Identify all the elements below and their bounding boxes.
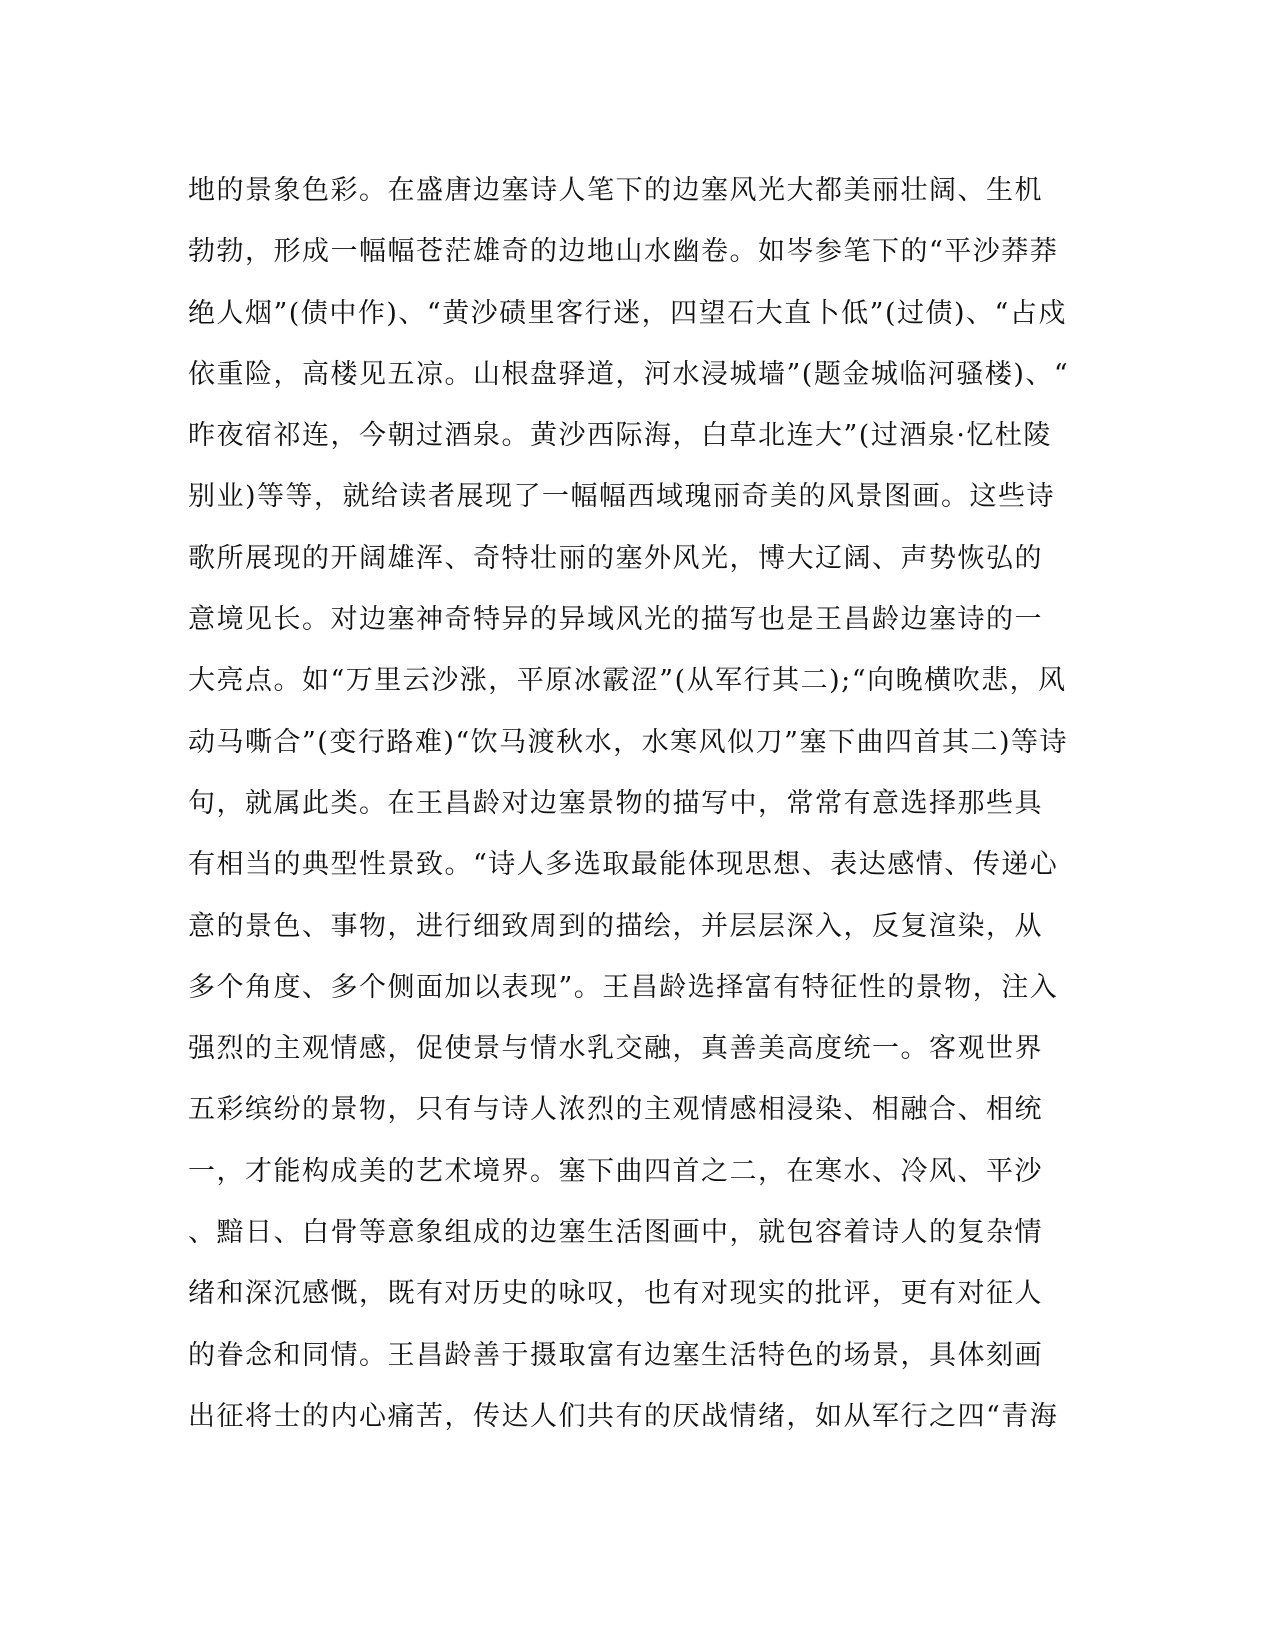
text-line: 有相当的典型性景致。“诗人多选取最能体现思想、表达感情、传递心 — [188, 849, 1059, 881]
text-line: 勃勃，形成一幅幅苍茫雄奇的边地山水幽卷。如岑参笔下的“平沙莽莽 — [188, 236, 1059, 268]
text-line: 意境见长。对边塞神奇特异的异域风光的描写也是王昌龄边塞诗的一 — [188, 604, 1043, 636]
text-line: 歌所展现的开阔雄浑、奇特壮丽的塞外风光，博大辽阔、声势恢弘的 — [188, 542, 1043, 574]
text-line: 绪和深沉感慨，既有对历史的咏叹，也有对现实的批评，更有对征人 — [188, 1278, 1043, 1310]
text-line: 五彩缤纷的景物，只有与诗人浓烈的主观情感相浸染、相融合、相统 — [188, 1094, 1043, 1126]
text-line: 、黯日、白骨等意象组成的边塞生活图画中，就包容着诗人的复杂情 — [188, 1217, 1043, 1249]
text-line: 的眷念和同情。王昌龄善于摄取富有边塞生活特色的场景，具体刻画 — [188, 1339, 1043, 1371]
text-line: 多个角度、多个侧面加以表现”。王昌龄选择富有特征性的景物，注入 — [188, 971, 1059, 1003]
body-text — [188, 160, 1088, 1447]
text-line: 出征将士的内心痛苦，传达人们共有的厌战情绪，如从军行之四“青海 — [188, 1400, 1059, 1432]
text-line: 别业)等等，就给读者展现了一幅幅西域瑰丽奇美的风景图画。这些诗 — [188, 481, 1056, 513]
text-line: 昨夜宿祁连，今朝过酒泉。黄沙西际海，白草北连大”(过酒泉·忆杜陵 — [188, 420, 1052, 452]
text-line: 动马嘶合”(变行路难)“饮马渡秋水，水寒风似刀”塞下曲四首其二)等诗 — [188, 726, 1069, 758]
text-line: 句，就属此类。在王昌龄对边塞景物的描写中，常常有意选择那些具 — [188, 787, 1043, 819]
text-line: 大亮点。如“万里云沙涨，平原冰霰涩”(从军行其二);“向晚横吹悲，风 — [188, 665, 1067, 697]
text-line: 一，才能构成美的艺术境界。塞下曲四首之二，在寒水、冷风、平沙 — [188, 1155, 1043, 1187]
text-line: 强烈的主观情感，促使景与情水乳交融，真善美高度统一。客观世界 — [188, 1033, 1043, 1065]
text-line: 意的景色、事物，进行细致周到的描绘，并层层深入，反复渲染，从 — [188, 910, 1043, 942]
text-line: 依重险，高楼见五凉。山根盘驿道，河水浸城墙”(题金城临河骚楼)、“ — [188, 358, 1070, 390]
text-line: 绝人烟”(债中作)、“黄沙碛里客行迷，四望石大直卜低”(过债)、“占戍 — [188, 297, 1067, 329]
text-line: 地的景象色彩。在盛唐边塞诗人笔下的边塞风光大都美丽壮阔、生机 — [188, 175, 1043, 206]
